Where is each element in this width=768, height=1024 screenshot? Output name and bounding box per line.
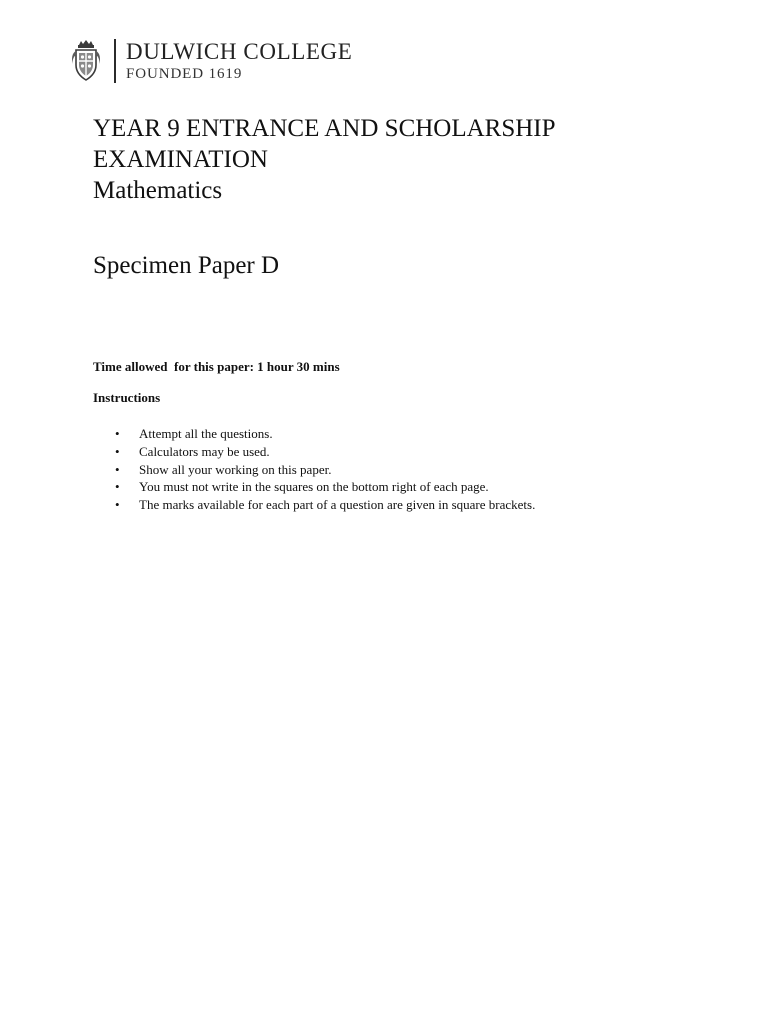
college-founded-date: FOUNDED 1619: [126, 65, 243, 82]
bullet-icon: •: [115, 426, 120, 441]
college-header: [70, 38, 352, 84]
exam-subject: Mathematics: [93, 177, 223, 204]
instruction-text: The marks available for each part of a question are given in square brackets.: [139, 497, 536, 513]
list-item: [93, 478, 535, 496]
instruction-text: Show all your working on this paper.: [139, 461, 332, 477]
list-item: [93, 496, 535, 514]
college-wordmark: [126, 40, 352, 83]
school-crest-icon: [70, 39, 102, 83]
exam-title-line-1: YEAR 9 ENTRANCE AND SCHOLARSHIP: [93, 115, 556, 142]
exam-title-block: [93, 113, 733, 206]
college-name: DULWICH COLLEGE: [126, 38, 353, 64]
instructions-heading: Instructions: [93, 390, 161, 405]
header-divider: [114, 39, 116, 83]
instructions-list: [93, 425, 535, 514]
list-item: [93, 425, 535, 443]
time-allowed: Time allowed for this paper: 1 hour 30 mins: [93, 359, 340, 374]
bullet-icon: •: [115, 479, 120, 495]
bullet-icon: •: [115, 497, 120, 513]
instruction-text: Calculators may be used.: [139, 443, 270, 459]
list-item: [93, 443, 535, 461]
bullet-icon: •: [115, 461, 120, 477]
exam-title-line-2: EXAMINATION: [93, 146, 268, 173]
instruction-text: Attempt all the questions.: [139, 426, 273, 441]
paper-name: Specimen Paper D: [93, 252, 280, 279]
list-item: [93, 461, 535, 479]
instruction-text: You must not write in the squares on the bottom right of each page.: [139, 479, 489, 495]
bullet-icon: •: [115, 443, 120, 459]
